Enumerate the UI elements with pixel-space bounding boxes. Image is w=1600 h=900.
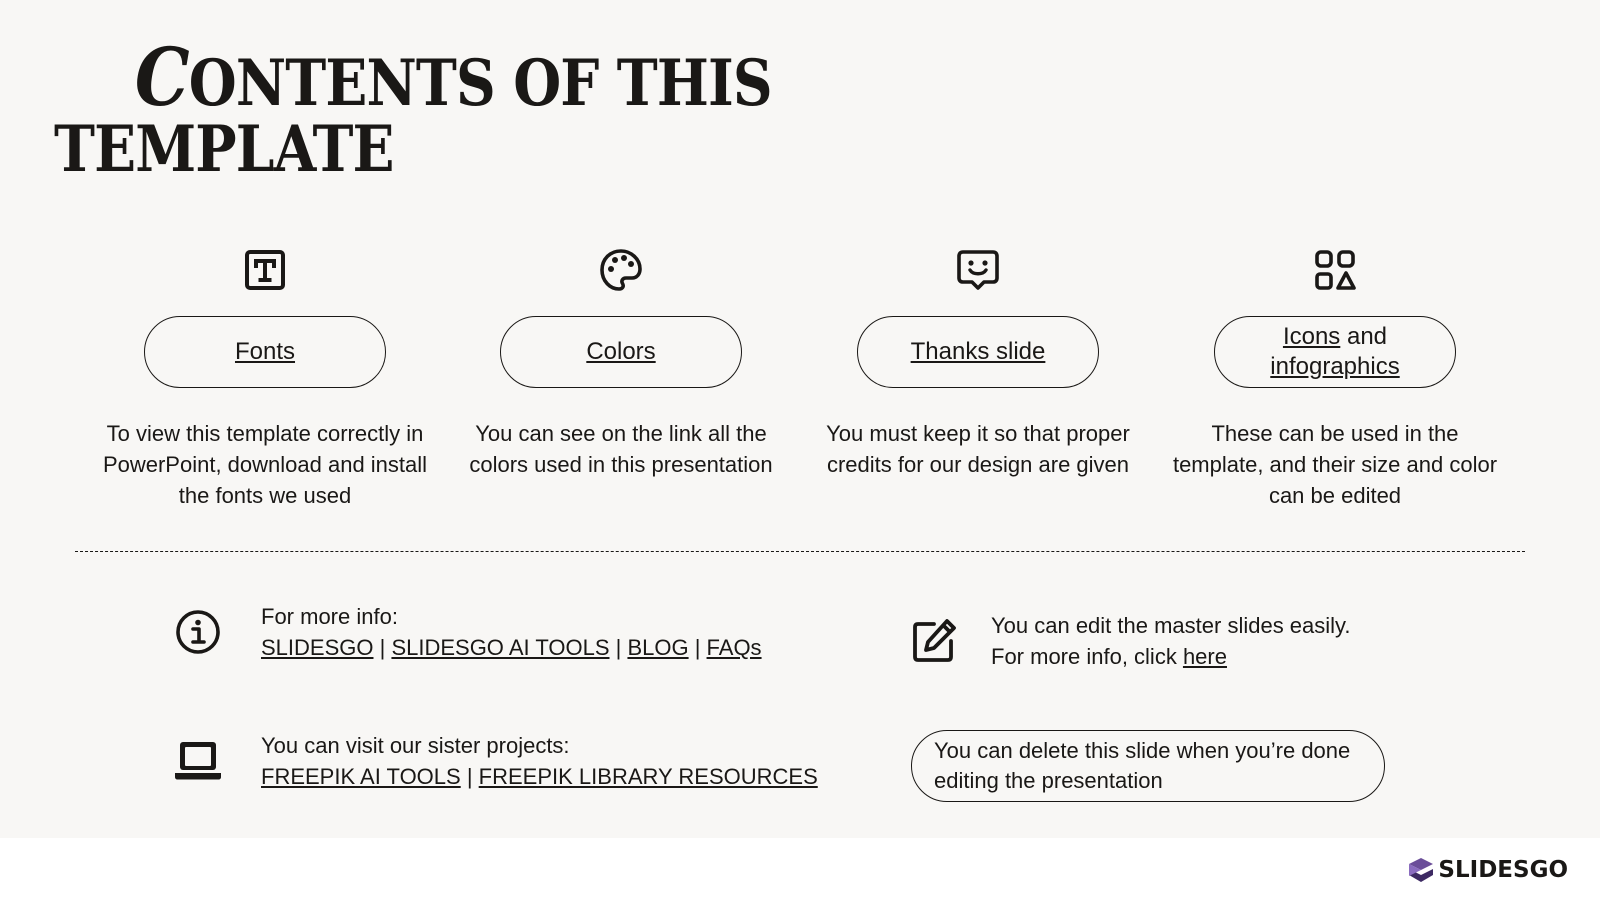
palette-icon xyxy=(599,248,643,292)
colors-link[interactable]: Colors xyxy=(586,338,656,365)
faqs-link[interactable]: FAQs xyxy=(706,635,762,660)
icons-link[interactable]: Icons xyxy=(1282,323,1341,350)
link-separator: | xyxy=(609,635,628,660)
more-info-block xyxy=(261,601,762,663)
link-separator: | xyxy=(373,635,392,660)
fonts-section xyxy=(95,248,435,511)
link-separator: | xyxy=(460,764,479,789)
page-title xyxy=(54,30,772,187)
title-line-1-text: ONTENTS OF THIS xyxy=(188,46,772,121)
delete-note-text: You can delete this slide when you’re done editing the presentation xyxy=(934,738,1351,793)
blog-link[interactable]: BLOG xyxy=(627,635,689,660)
edit-icon xyxy=(910,617,958,665)
title-line-1 xyxy=(54,30,772,124)
title-initial: C xyxy=(134,30,189,124)
sister-projects-block xyxy=(261,730,818,792)
edit-master-line-1: You can edit the master slides easily. xyxy=(991,613,1351,638)
icons-label-and: and xyxy=(1340,323,1388,350)
icons-section xyxy=(1165,248,1505,511)
edit-master-block xyxy=(991,610,1351,672)
icons-infographics-label xyxy=(1270,322,1399,382)
shapes-icon xyxy=(1313,248,1357,292)
colors-button[interactable] xyxy=(500,316,742,388)
slidesgo-logo[interactable] xyxy=(1408,857,1568,883)
icons-infographics-button[interactable] xyxy=(1214,316,1456,388)
smile-chat-icon xyxy=(956,248,1000,292)
link-separator: | xyxy=(688,635,707,660)
thanks-description: You must keep it so that proper credits for our design are given xyxy=(826,421,1130,477)
here-link[interactable]: here xyxy=(1182,644,1227,669)
infographics-link[interactable]: infographics xyxy=(1270,353,1400,380)
fonts-description: To view this template correctly in PowerPoint, download and install the fonts we used xyxy=(102,421,428,508)
freepik-library-link[interactable]: FREEPIK LIBRARY RESOURCES xyxy=(478,764,818,789)
colors-section xyxy=(451,248,791,480)
slidesgo-link[interactable]: SLIDESGO xyxy=(261,635,374,660)
freepik-ai-tools-link[interactable]: FREEPIK AI TOOLS xyxy=(261,764,461,789)
edit-master-line-2 xyxy=(991,641,1351,672)
thanks-slide-link[interactable]: Thanks slide xyxy=(910,338,1046,365)
fonts-link[interactable]: Fonts xyxy=(234,338,296,365)
more-info-heading: For more info: xyxy=(261,604,398,629)
colors-description: You can see on the link all the colors used in this presentation xyxy=(469,421,773,477)
fonts-button[interactable] xyxy=(144,316,386,388)
delete-note xyxy=(911,730,1385,802)
thanks-section xyxy=(808,248,1148,480)
text-icon xyxy=(243,248,287,292)
thanks-slide-button[interactable] xyxy=(857,316,1099,388)
sister-projects-heading: You can visit our sister projects: xyxy=(261,733,570,758)
slidesgo-wordmark: SLIDESGO xyxy=(1438,857,1568,883)
slidesgo-logo-mark xyxy=(1408,857,1434,883)
dashed-divider xyxy=(75,551,1525,552)
title-line-2: TEMPLATE xyxy=(54,112,394,187)
laptop-icon xyxy=(174,736,222,784)
sister-projects-links xyxy=(261,761,818,792)
info-icon xyxy=(174,608,222,656)
icons-description: These can be used in the template, and their size and color can be edited xyxy=(1172,421,1498,508)
slidesgo-ai-tools-link[interactable]: SLIDESGO AI TOOLS xyxy=(391,635,610,660)
more-info-links xyxy=(261,632,762,663)
edit-master-prefix: For more info, click xyxy=(991,644,1183,669)
